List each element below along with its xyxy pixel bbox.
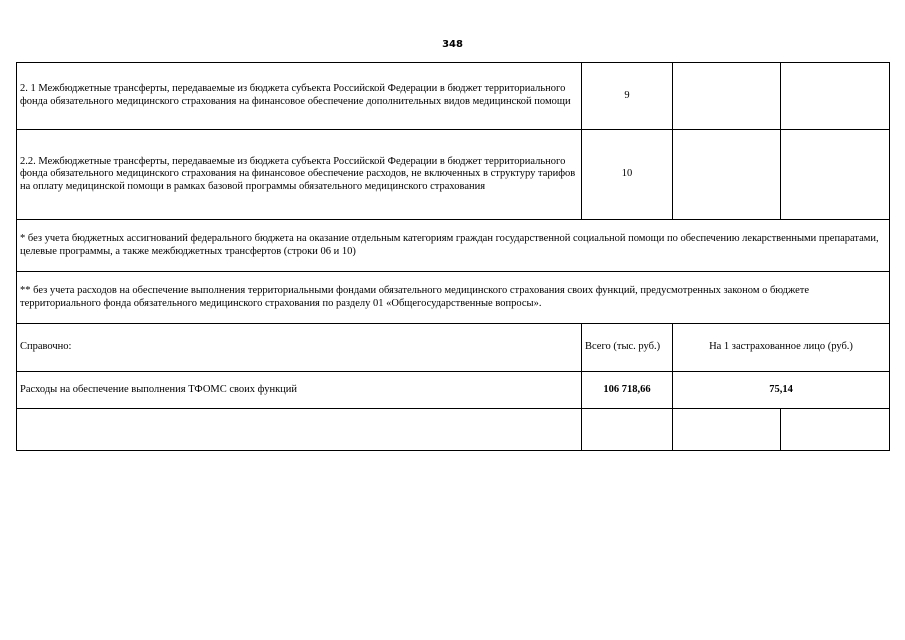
- row-line-number: 10: [582, 130, 673, 220]
- empty-cell: [17, 409, 582, 451]
- footnote-row: [17, 272, 890, 324]
- row-line-number: 9: [582, 63, 673, 130]
- row-value-cell: [781, 130, 890, 220]
- row-value-cell: [673, 130, 781, 220]
- empty-row: [17, 409, 890, 451]
- total-value: 106 718,66: [582, 372, 673, 409]
- footnote-row: [17, 220, 890, 272]
- reference-label: Справочно:: [17, 324, 582, 372]
- row-value-cell: [781, 63, 890, 130]
- table-row: [17, 63, 890, 130]
- total-column-header: Всего (тыс. руб.): [582, 324, 673, 372]
- expense-label: Расходы на обеспечение выполнения ТФОМС своих функций: [17, 372, 582, 409]
- per-person-value: 75,14: [673, 372, 890, 409]
- reference-value-row: [17, 372, 890, 409]
- page-number: 348: [442, 39, 463, 50]
- empty-cell: [781, 409, 890, 451]
- report-table: [16, 62, 890, 451]
- row-description: 2.2. Межбюджетные трансферты, передаваемые из бюджета субъекта Российской Федерации в бюджет территориального фонда обязательного медицинского страхования на финансовое обеспечение расходов, не включенных в структуру тарифов на оплату медицинской помощи в рамках базовой программы обязательного медицинского страхования: [17, 130, 582, 220]
- row-value-cell: [673, 63, 781, 130]
- empty-cell: [673, 409, 781, 451]
- footnote-one-star: * без учета бюджетных ассигнований федерального бюджета на оказание отдельным категориям граждан государственной социальной помощи по обеспечению лекарственными препаратами, целевые программы, а также межбюджетных трансфертов (строки 06 и 10): [17, 220, 890, 272]
- per-person-column-header: На 1 застрахованное лицо (руб.): [673, 324, 890, 372]
- footnote-two-star: ** без учета расходов на обеспечение выполнения территориальными фондами обязательного медицинского страхования своих функций, предусмотренных законом о бюджете территориального фонда обязательного медицинского страхования по разделу 01 «Общегосударственные вопросы».: [17, 272, 890, 324]
- empty-cell: [582, 409, 673, 451]
- table-row: [17, 130, 890, 220]
- row-description: 2. 1 Межбюджетные трансферты, передаваемые из бюджета субъекта Российской Федерации в бюджет территориального фонда обязательного медицинского страхования на финансовое обеспечение дополнительных видов медицинской помощи: [17, 63, 582, 130]
- reference-header-row: [17, 324, 890, 372]
